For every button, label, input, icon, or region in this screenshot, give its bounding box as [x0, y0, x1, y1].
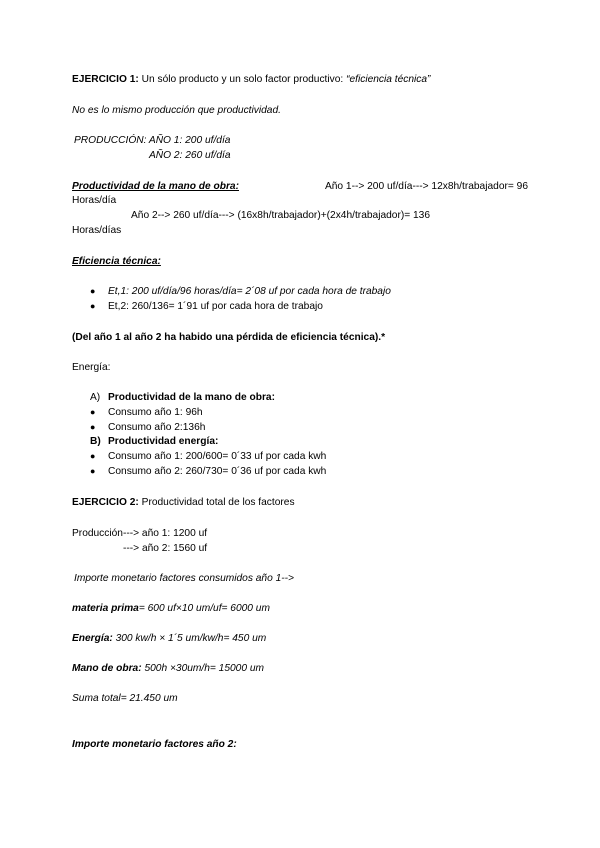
ej2-mp-line: [72, 602, 270, 615]
ej2-importe2: Importe monetario factores año 2:: [72, 739, 237, 750]
ej2-mp-bold: materia prima: [72, 603, 139, 614]
ej2-mp-rest: = 600 uf×10 um/uf= 6000 um: [138, 603, 270, 614]
ej2-title-rest: Productividad total de los factores: [138, 497, 295, 508]
ej1-eff-label: Eficiencia técnica:: [72, 256, 161, 267]
bullet-icon: ●: [90, 301, 96, 311]
ej2-en-line: [72, 632, 266, 645]
ej1-pmo-label: Productividad de la mano de obra:: [72, 181, 239, 192]
ej1-sectA-item-2: Consumo año 2:136h: [108, 422, 206, 433]
ej1-title-rest: Un sólo producto y un solo factor productivo:: [138, 74, 347, 85]
ej2-suma: Suma total= 21.450 um: [72, 693, 178, 704]
ej1-conclusion: (Del año 1 al año 2 ha habido una pérdida de eficiencia técnica).*: [72, 332, 386, 343]
ej1-title-bold: EJERCICIO 1:: [72, 74, 139, 85]
ej2-mo-line: [72, 662, 264, 675]
ej2-en-bold: Energía:: [72, 633, 113, 644]
ej2-mo-bold: Mano de obra:: [72, 663, 142, 674]
ej1-prod-line1: PRODUCCIÓN: AÑO 1: 200 uf/día: [74, 135, 231, 146]
ej2-mo-rest: 500h ×30um/h= 15000 um: [141, 663, 264, 674]
bullet-icon: ●: [90, 451, 96, 461]
ej1-note: No es lo mismo producción que productividad.: [72, 105, 281, 116]
ej1-energia: Energía:: [72, 362, 111, 373]
bullet-icon: ●: [90, 407, 96, 417]
ej2-importe1: Importe monetario factores consumidos año 1-->: [74, 573, 294, 584]
ej1-sectB-title: Productividad energía:: [108, 436, 219, 447]
ej2-prod1: Producción---> año 1: 1200 uf: [72, 528, 208, 539]
ej1-sectA-letter: A): [90, 392, 101, 403]
ej1-sectA-item-1: Consumo año 1: 96h: [108, 407, 203, 418]
ej1-sectB-item-1: Consumo año 1: 200/600= 0´33 uf por cada kwh: [108, 451, 327, 462]
ej2-prod2: ---> año 2: 1560 uf: [123, 543, 208, 554]
ej2-en-rest: 300 kw/h × 1´5 um/kw/h= 450 um: [112, 633, 267, 644]
ej2-title: [72, 496, 295, 509]
ej2-title-bold: EJERCICIO 2:: [72, 497, 139, 508]
ej1-sectB-item-2: Consumo año 2: 260/730= 0´36 uf por cada kwh: [108, 466, 327, 477]
ej1-sectA-title: Productividad de la mano de obra:: [108, 392, 275, 403]
ej1-pmo-rest: Año 1--> 200 uf/día---> 12x8h/trabajador= 96: [324, 181, 528, 192]
bullet-icon: ●: [90, 466, 96, 476]
ej1-eff-item-1: Et,1: 200 uf/día/96 horas/día= 2´08 uf por cada hora de trabajo: [108, 286, 391, 297]
ej1-title: [72, 73, 430, 86]
ej1-prod-line2: AÑO 2: 260 uf/día: [149, 150, 231, 161]
ej1-pmo-line2: Año 2--> 260 uf/día---> (16x8h/trabajador)+(2x4h/trabajador)= 136: [131, 210, 431, 221]
ej1-title-italic: “eficiencia técnica”: [346, 74, 431, 85]
bullet-icon: ●: [90, 422, 96, 432]
ej1-eff-item-2: Et,2: 260/136= 1´91 uf por cada hora de trabajo: [108, 301, 323, 312]
ej1-pmo-wrap2: Horas/días: [72, 225, 122, 236]
ej1-sectB-letter: B): [90, 436, 101, 447]
ej1-pmo-wrap: Horas/día: [72, 195, 117, 206]
ej1-pmo-line: [72, 180, 528, 193]
bullet-icon: ●: [90, 286, 96, 296]
